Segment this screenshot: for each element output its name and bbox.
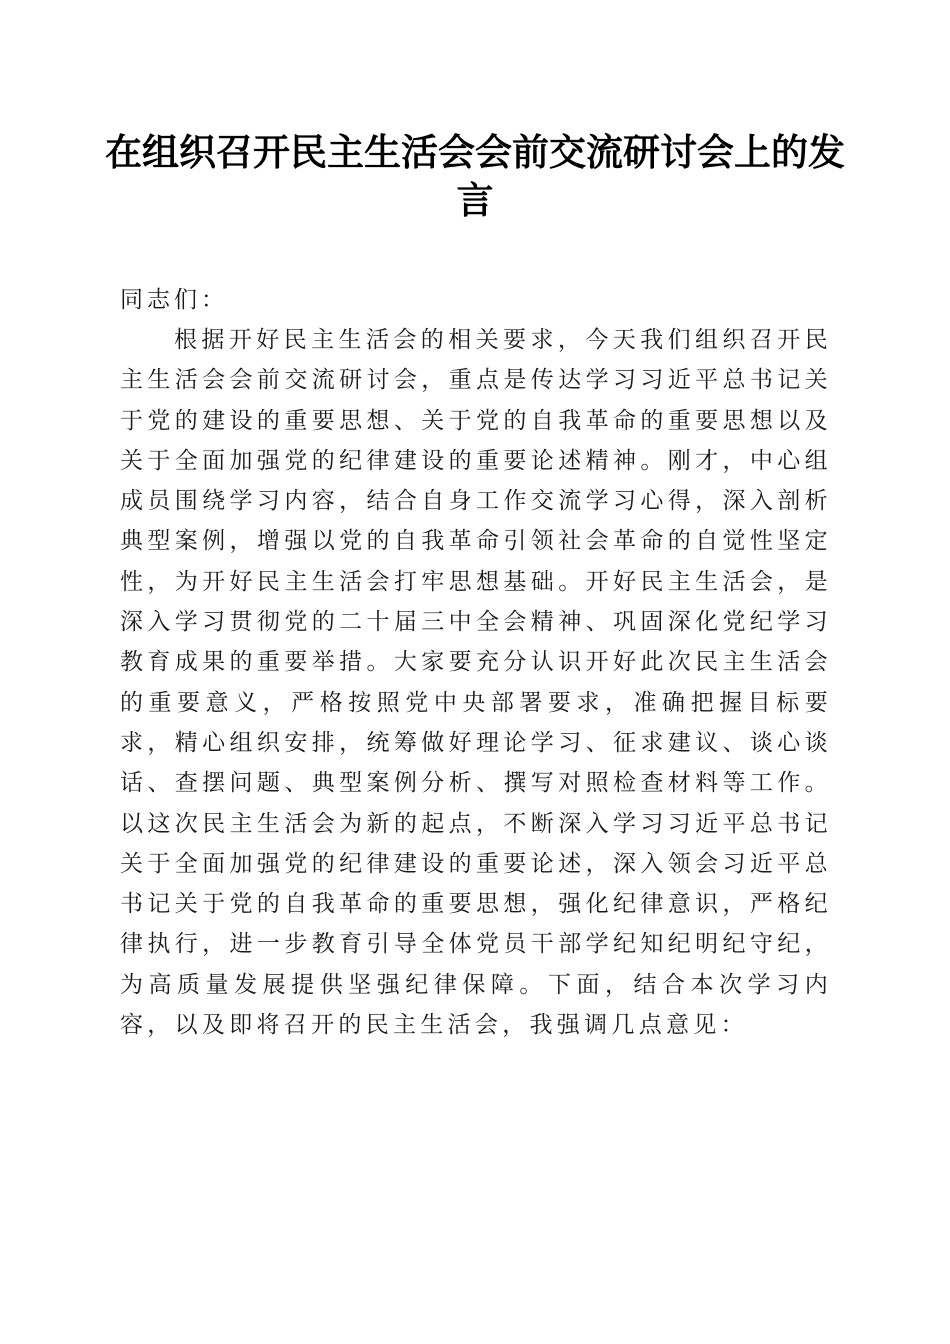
document-title: 在组织召开民主生活会会前交流研讨会上的发言 [105,130,845,222]
salutation: 同志们： [120,287,228,313]
body-paragraph: 根据开好民主生活会的相关要求，今天我们组织召开民主生活会会前交流研讨会，重点是传达学习习近平总书记关于党的建设的重要思想、关于党的自我革命的重要思想以及关于全面加强党的纪律建设的重要论述精神。刚才，中心组成员围绕学习内容，结合自身工作交流学习心得，深入剖析典型案例，增强以党的自我革命引领社会革命的自觉性坚定性，为开好民主生活会打牢思想基础。开好民主生活会，是深入学习贯彻党的二十届三中全会精神、巩固深化党纪学习教育成果的重要举措。大家要充分认识开好此次民主生活会的重要意义，严格按照党中央部署要求，准确把握目标要求，精心组织安排，统筹做好理论学习、征求建议、谈心谈话、查摆问题、典型案例分析、撰写对照检查材料等工作。以这次民主生活会为新的起点，不断深入学习习近平总书记关于全面加强党的纪律建设的重要论述，深入领会习近平总书记关于党的自我革命的重要思想，强化纪律意识，严格纪律执行，进一步教育引导全体党员干部学纪知纪明纪守纪，为高质量发展提供坚强纪律保障。下面，结合本次学习内容，以及即将召开的民主生活会，我强调几点意见： [120,327,832,1039]
